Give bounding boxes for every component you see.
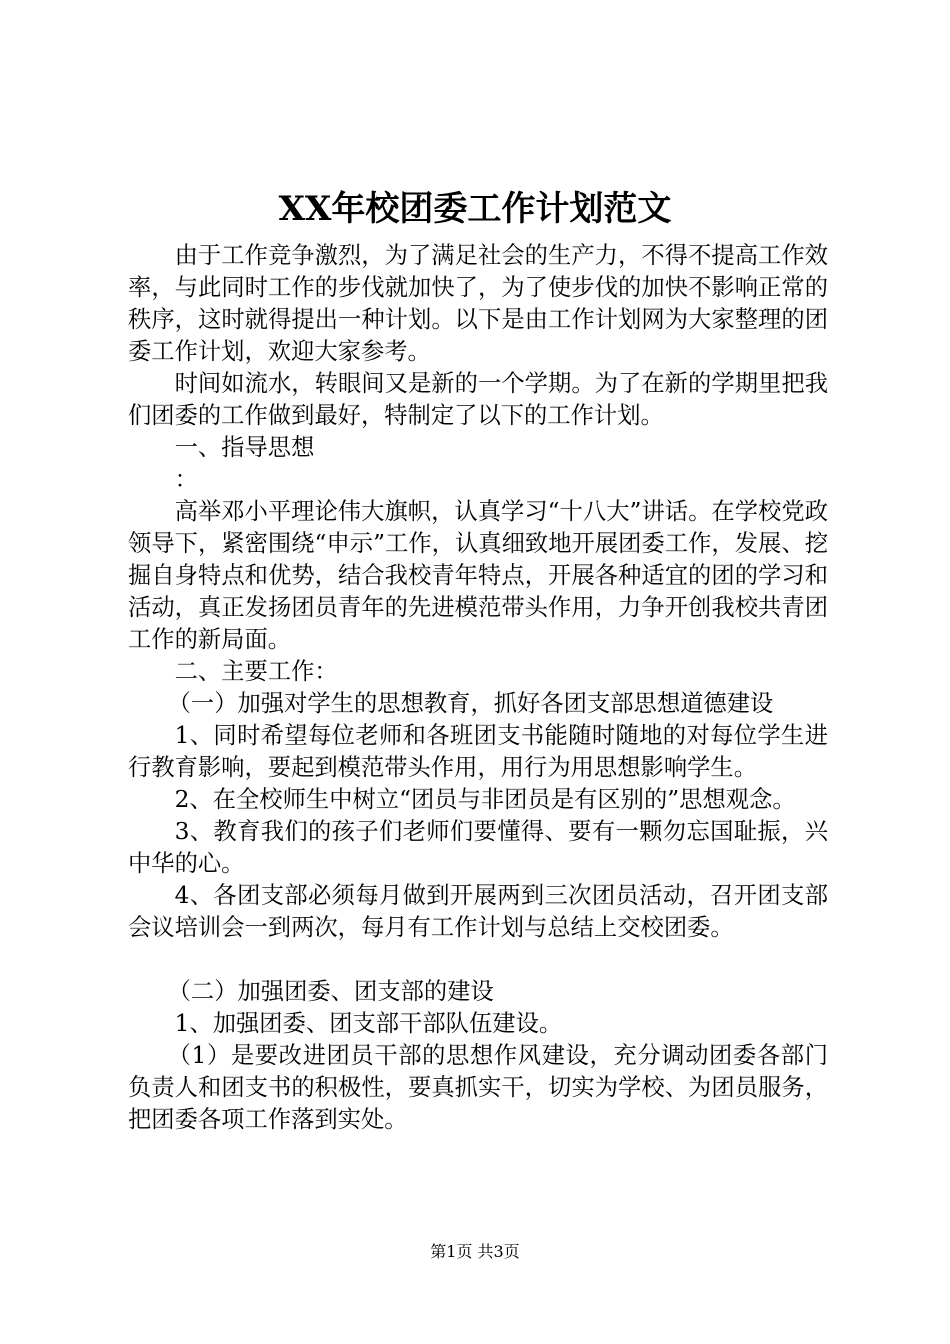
document-body xyxy=(128,240,828,1136)
intro-paragraph: 由于工作竞争激烈，为了满足社会的生产力，不得不提高工作效率，与此同时工作的步伐就加快了，为了使步伐的加快不影响正常的秩序，这时就得提出一种计划。以下是由工作计划网为大家整理的团委工作计划，欢迎大家参考。 xyxy=(128,242,828,365)
section-heading-main-work: 二、主要工作： xyxy=(174,658,338,685)
list-item-cadre-building: 1、加强团委、团支部干部队伍建设。 xyxy=(174,1010,563,1037)
list-item-3: 3、教育我们的孩子们老师们要懂得、要有一颗勿忘国耻振，兴中华的心。 xyxy=(128,818,828,877)
subsection-heading-league-building: （二）加强团委、团支部的建设 xyxy=(167,978,494,1005)
section-heading-guiding-ideology: 一、指导思想 xyxy=(174,434,315,461)
guiding-ideology-paragraph: 高举邓小平理论伟大旗帜，认真学习“十八大”讲话。在学校党政领导下，紧密围绕“申示”工作，认真细致地开展团委工作，发展、挖掘自身特点和优势，结合我校青年特点，开展各种适宜的团的学习和活动，真正发扬团员青年的先进模范带头作用，力争开创我校共青团工作的新局面。 xyxy=(128,498,828,653)
list-item-1: 1、同时希望每位老师和各班团支书能随时随地的对每位学生进行教育影响，要起到模范带头作用，用行为用思想影响学生。 xyxy=(128,722,828,781)
page-number-footer: 第1页 共3页 xyxy=(430,1242,520,1261)
list-item-work-style: （1）是要改进团员干部的思想作风建设，充分调动团委各部门负责人和团支书的积极性，要真抓实干，切实为学校、为团员服务，把团委各项工作落到实处。 xyxy=(128,1042,828,1133)
document-title: XX年校团委工作计划范文 xyxy=(278,189,672,229)
opening-paragraph: 时间如流水，转眼间又是新的一个学期。为了在新的学期里把我们团委的工作做到最好，特制定了以下的工作计划。 xyxy=(128,370,828,429)
stray-colon-line: ： xyxy=(174,466,198,493)
list-item-4: 4、各团支部必须每月做到开展两到三次团员活动，召开团支部会议培训会一到两次，每月有工作计划与总结上交校团委。 xyxy=(128,882,828,941)
list-item-2: 2、在全校师生中树立“团员与非团员是有区别的”思想观念。 xyxy=(174,786,796,813)
subsection-heading-ideological-education: （一）加强对学生的思想教育，抓好各团支部思想道德建设 xyxy=(167,690,774,717)
